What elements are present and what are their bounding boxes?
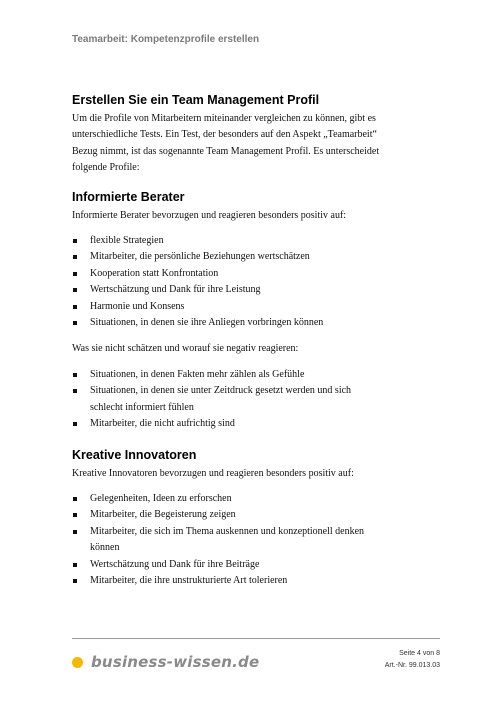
bullet-icon [73,272,77,276]
list-item: Mitarbeiter, die sich im Thema auskennen und konzeptionell denken können [72,524,440,557]
list-item: Gelegenheiten, Ideen zu erforschen [72,491,440,507]
bullet-icon [73,239,77,243]
bullet-icon [73,422,77,426]
list-item: Situationen, in denen Fakten mehr zählen als Gefühle [72,367,440,383]
section-heading-kreative-innovatoren: Kreative Innovatoren [72,447,197,462]
list-item: Situationen, in denen sie ihre Anliegen vorbringen können [72,315,440,331]
berater-positive-list [72,233,440,331]
list-item: Mitarbeiter, die Begeisterung zeigen [72,507,440,523]
page-info [385,648,440,672]
section-heading-informierte-berater: Informierte Berater [72,189,185,204]
running-header: Teamarbeit: Kompetenzprofile erstellen [72,34,260,45]
bullet-icon [73,305,77,309]
footer-logo [72,653,259,671]
logo-dot-icon [72,657,83,668]
intro-line: Um die Profile von Mitarbeitern miteinander vergleichen zu können, gibt es [72,113,376,124]
bullet-icon [73,563,77,567]
berater-negative-intro: Was sie nicht schätzen und worauf sie negativ reagieren: [72,343,299,355]
intro-paragraph [72,111,440,177]
list-item: Mitarbeiter, die nicht aufrichtig sind [72,416,440,432]
section-heading-team-management: Erstellen Sie ein Team Management Profil [72,93,320,107]
bullet-icon [73,255,77,259]
intro-line: unterschiedliche Tests. Ein Test, der besonders auf den Aspekt „Teamarbeit“ [72,129,377,141]
bullet-icon [73,579,77,583]
bullet-icon [73,373,77,377]
list-item: Mitarbeiter, die ihre unstrukturierte Art tolerieren [72,573,440,589]
bullet-icon [73,288,77,292]
document-body [72,93,440,589]
innovatoren-intro: Kreative Innovatoren bevorzugen und reagieren besonders positiv auf: [72,467,354,479]
intro-line: Bezug nimmt, ist das sogenannte Team Management Profil. Es unterscheidet [72,145,380,157]
list-item: Wertschätzung und Dank für ihre Leistung [72,282,440,298]
list-item: Wertschätzung und Dank für ihre Beiträge [72,557,440,573]
berater-negative-list [72,367,440,433]
bullet-icon [73,530,77,534]
berater-intro: Informierte Berater bevorzugen und reagieren besonders positiv auf: [72,209,347,221]
page-number: Seite 4 von 8 [399,650,440,657]
bullet-icon [73,513,77,517]
footer-divider [72,638,440,639]
bullet-icon [73,389,77,393]
innovatoren-positive-list [72,491,440,589]
list-item: Mitarbeiter, die persönliche Beziehungen wertschätzen [72,249,440,265]
list-item: Situationen, in denen sie unter Zeitdruck gesetzt werden und sich schlecht informiert fühlen [72,383,440,416]
intro-line: folgende Profile: [72,162,140,174]
bullet-icon [73,321,77,325]
bullet-icon [73,497,77,501]
list-item: Harmonie und Konsens [72,299,440,315]
list-item: flexible Strategien [72,233,440,249]
logo-text: business-wissen.de [91,653,260,671]
list-item: Kooperation statt Konfrontation [72,266,440,282]
article-number: Art.-Nr. 99.013.03 [384,662,440,669]
